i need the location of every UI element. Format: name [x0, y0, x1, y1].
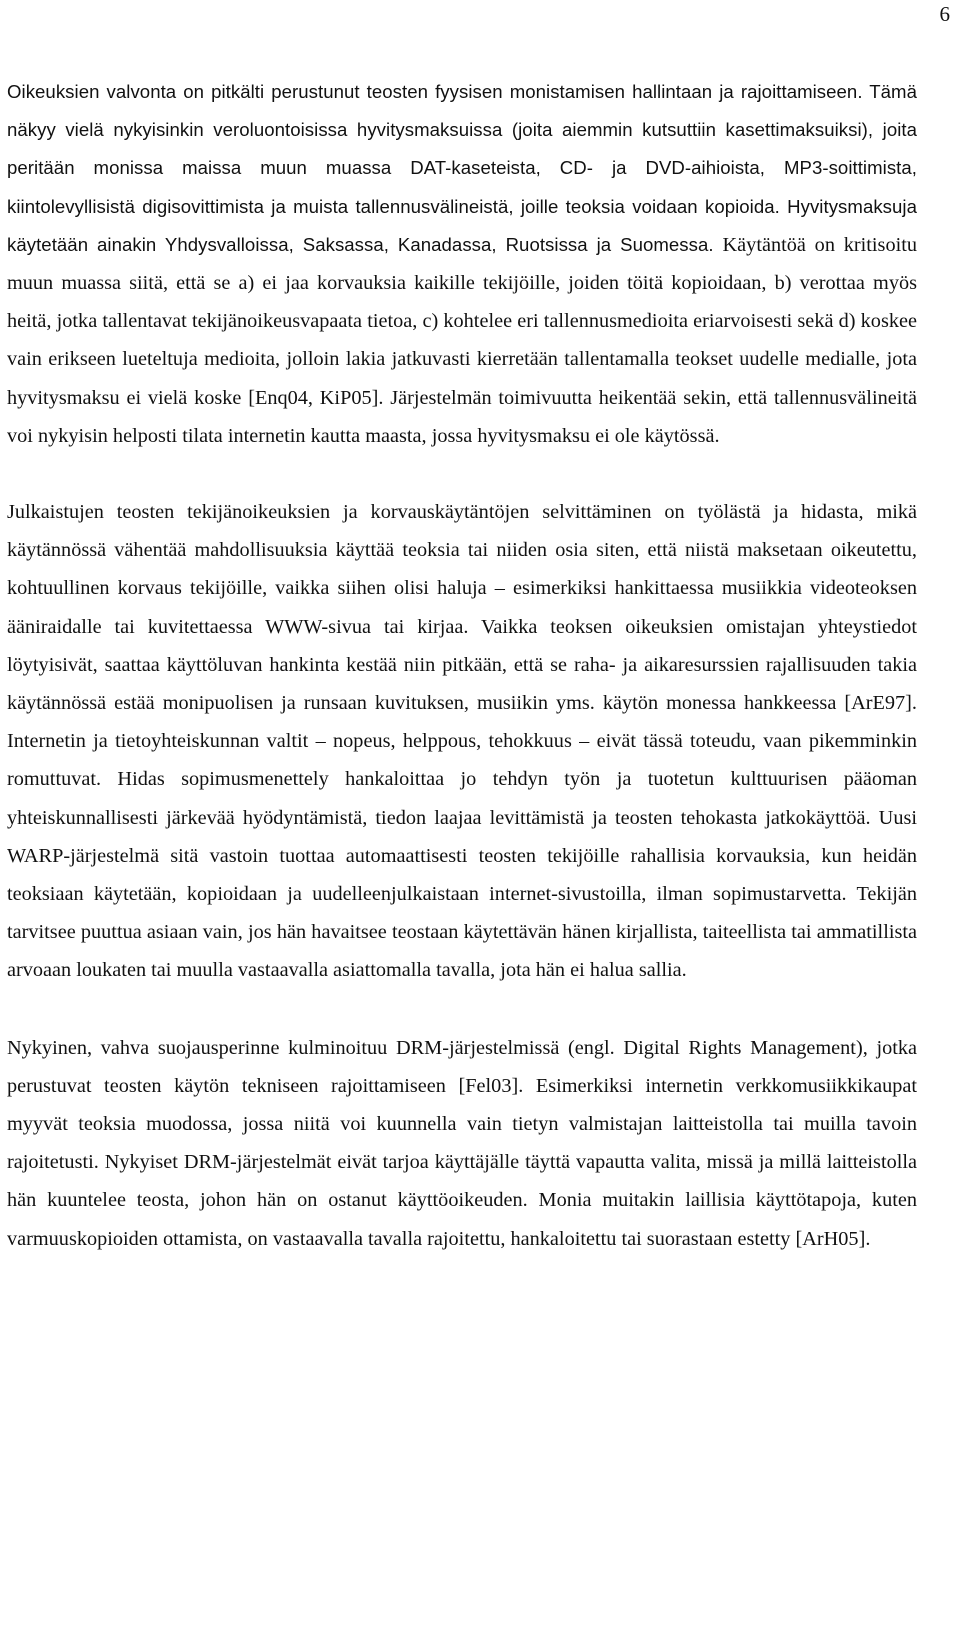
paragraph-hyvitysmaksut — [7, 73, 917, 455]
paragraph-text-sans: Oikeuksien valvonta on pitkälti perustunut teosten fyysisen monistamisen hallintaan ja rajoittamiseen. Tämä näkyy vielä nykyisinkin veroluontoisissa hyvitysmaksuissa (joita aiemmin kutsuttiin kasettimaksuiksi), joita peritään monissa maissa muun muassa DAT-kaseteista, CD- ja DVD-aihioista, MP3-soittimista, kiintolevyllisistä digisovittimista ja muista tallennusvälineistä, joille teoksia voidaan kopioida. Hyvitysmaksuja käytetään ainakin Yhdysvalloissa, Saksassa, Kanadassa, Ruotsissa ja Suomessa. — [7, 81, 917, 255]
page-number: 6 — [939, 2, 950, 26]
paragraph-text: Nykyinen, vahva suojausperinne kulminoituu DRM-järjestelmissä (engl. Digital Rights Management), jotka perustuvat teosten käytön tekniseen rajoittamiseen [Fel03]. Esimerkiksi internetin verkkomusiikkikaupat myyvät teoksia muodossa, jossa niitä voi kuunnella vain tietyn valmistajan laitteistolla tai muilla tavoin rajoitetusti. Nykyiset DRM-järjestelmät eivät tarjoa käyttäjälle täyttä vapautta valita, missä ja millä laitteistolla hän kuuntelee teosta, johon hän on ostanut käyttöoikeuden. Monia muitakin laillisia käyttötapoja, kuten varmuuskopioiden ottamista, on vastaavalla tavalla rajoitettu, hankaloitettu tai suorastaan estetty [ArH05]. — [7, 1036, 917, 1250]
paragraph-text: Käytäntöä on kritisoitu muun muassa siitä, että se a) ei jaa korvauksia kaikille tekijöille, joiden töitä kopioidaan, b) verottaa myös heitä, jotka tallentavat tekijänoikeusvapaata tietoa, c) kohtelee eri tallennusmedioita eriarvoisesti sekä d) koskee vain erikseen lueteltuja medioita, jolloin lakia jatkuvasti kierretään tallentamalla teokset uudelle medialle, jota hyvitysmaksu ei vielä koske [Enq04, KiP05]. Järjestelmän toimivuutta heikentää sekin, että tallennusvälineitä voi nykyisin helposti tilata internetin kautta maasta, jossa hyvitysmaksu ei ole käytössä. — [7, 233, 917, 447]
paragraph-oikeuksien-selvittaminen — [7, 493, 917, 990]
paragraph-text: Julkaistujen teosten tekijänoikeuksien ja korvauskäytäntöjen selvittäminen on työlästä ja hidasta, mikä käytännössä vähentää mahdollisuuksia käyttää teoksia tai niiden osia siten, että niistä maksetaan oikeutettu, kohtuullinen korvaus tekijöille, vaikka siihen olisi haluja – esimerkiksi hankittaessa musiikkia videoteoksen ääniraidalle tai kuvitettaessa WWW-sivua tai kirjaa. Vaikka teoksen oikeuksien omistajan yhteystiedot löytyisivät, saattaa käyttöluvan hankinta kestää niin pitkään, että se raha- ja aikaresurssien rajallisuuden takia käytännössä estää monipuolisen ja runsaan kuvituksen, musiikin yms. käytön monessa hankkeessa [ArE97]. Internetin ja tietoyhteiskunnan valtit – nopeus, helppous, tehokkuus – eivät tässä toteudu, vaan pikemminkin romuttuvat. Hidas sopimusmenettely hankaloittaa jo tehdyn työn ja tuotetun kulttuurisen pääoman yhteiskunnallisesti järkevää hyödyntämistä, tiedon laajaa levittämistä ja teosten tehokasta jatkokäyttöä. Uusi WARP-järjestelmä sitä vastoin tuottaa automaattisesti teosten tekijöille rahallisia korvauksia, kun heidän teoksiaan käytetään, kopioidaan ja uudelleenjulkaistaan internet-sivustoilla, ilman sopimustarvetta. Tekijän tarvitsee puuttua asiaan vain, jos hän havaitsee teostaan käytettävän hänen kirjallista, taiteellista tai ammatillista arvoaan loukaten tai muulla vastaavalla asiattomalla tavalla, jota hän ei halua sallia. — [7, 501, 917, 982]
paragraph-drm — [7, 1029, 917, 1258]
document-body — [7, 73, 917, 1258]
